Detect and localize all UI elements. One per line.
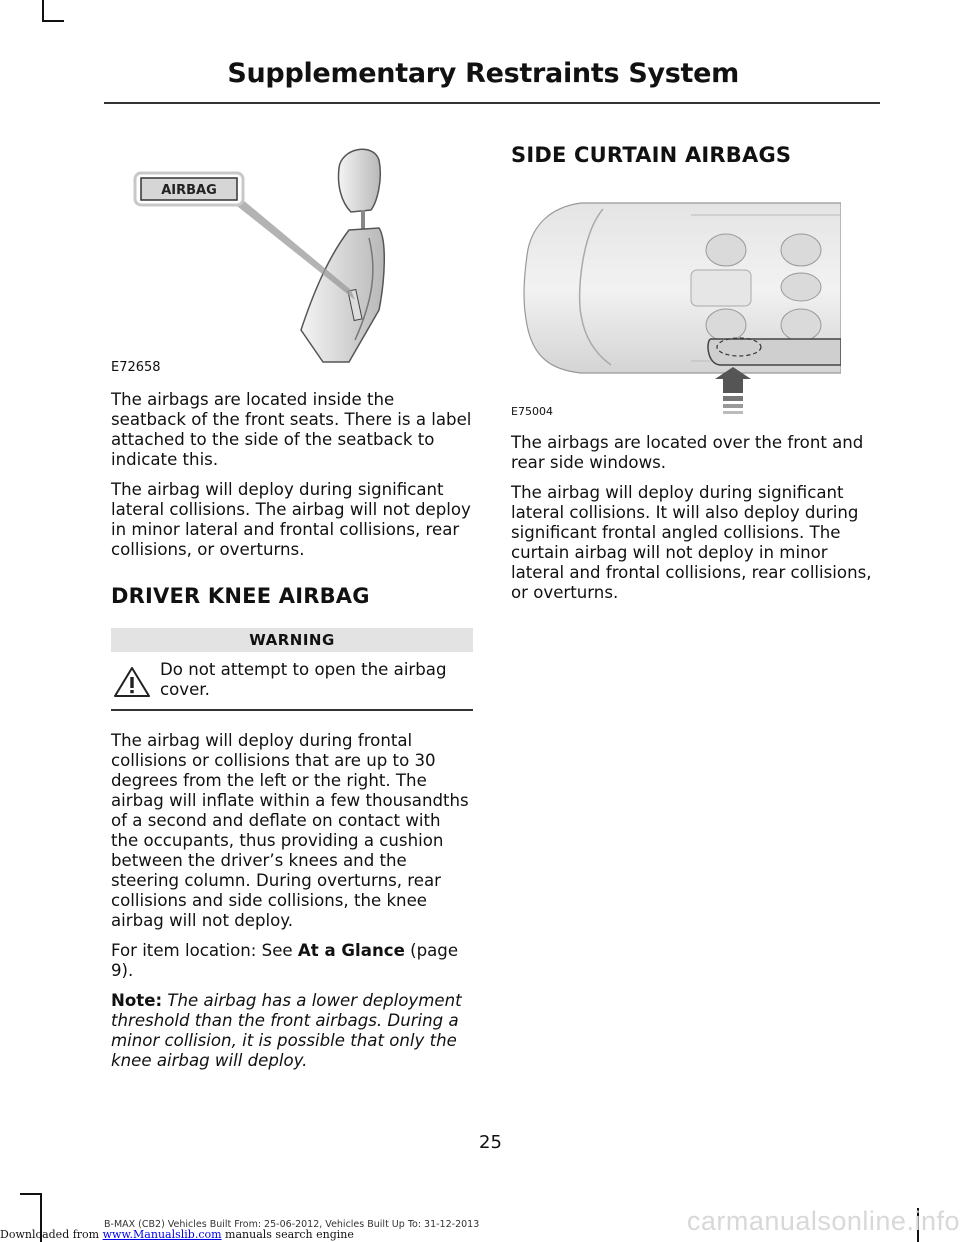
left-column-knee <box>111 731 473 1081</box>
location-suffix: (page 9). <box>111 941 459 980</box>
paragraph-seat-airbag-deploy: The airbag will deploy during significant lateral collisions. The airbag will not deploy in minor lateral and frontal collisions, rear collisions, or overturns. <box>111 480 471 559</box>
figure-code-seat: E72658 <box>111 360 161 375</box>
figure-code-car: E75004 <box>511 405 553 418</box>
header-rule <box>104 102 880 104</box>
side-curtain-figure <box>511 195 841 420</box>
heading-driver-knee-airbag: DRIVER KNEE AIRBAG <box>111 584 370 608</box>
airbag-label-text: AIRBAG <box>161 183 217 198</box>
download-prefix: Downloaded from <box>0 1228 103 1241</box>
right-column-text <box>511 433 876 613</box>
paragraph-curtain-deploy: The airbag will deploy during significant lateral collisions. It will also deploy during significant frontal angled collisions. The curtain airbag will not deploy in minor lateral and frontal collisions, rear collisions, or overturns. <box>511 483 872 602</box>
paragraph-note <box>111 991 473 1071</box>
download-line <box>0 1228 354 1241</box>
download-suffix: manuals search engine <box>221 1228 354 1241</box>
location-prefix: For item location: See <box>111 941 298 960</box>
paragraph-item-location <box>111 941 473 981</box>
page-title: Supplementary Restraints System <box>227 58 739 89</box>
warning-rule <box>111 709 473 711</box>
warning-heading: WARNING <box>111 628 473 652</box>
watermark: carmanualsonline.info <box>686 1206 960 1236</box>
warning-icon <box>113 666 151 702</box>
seat-illustration <box>111 140 451 375</box>
page-number: 25 <box>479 1132 502 1153</box>
crop-mark-top-left-h <box>42 20 64 22</box>
seat-airbag-figure <box>111 140 451 375</box>
crop-mark-bottom-left-h <box>20 1193 42 1195</box>
note-label: Note: <box>111 991 163 1010</box>
at-a-glance-link[interactable]: At a Glance <box>297 941 405 960</box>
crop-mark-top-left-v <box>42 0 44 22</box>
paragraph-seat-airbag-location: The airbags are located inside the seatback of the front seats. There is a label attached to the side of the seatback to indicate this. <box>111 390 472 469</box>
paragraph-curtain-location: The airbags are located over the front and rear side windows. <box>511 433 864 472</box>
manualslib-link[interactable]: www.Manualslib.com <box>102 1228 222 1241</box>
left-column-intro <box>111 390 473 570</box>
note-text: The airbag has a lower deployment threshold than the front airbags. During a minor collision, it is possible that only the knee airbag will deploy. <box>111 991 462 1070</box>
warning-text: Do not attempt to open the airbag cover. <box>160 660 447 699</box>
heading-side-curtain-airbags: SIDE CURTAIN AIRBAGS <box>511 143 792 167</box>
vehicle-info-line: B-MAX (CB2) Vehicles Built From: 25-06-2012, Vehicles Built Up To: 31-12-2013 <box>104 1219 480 1230</box>
paragraph-knee-airbag-deploy: The airbag will deploy during frontal collisions or collisions that are up to 30 degrees from the left or the right. The airbag will inflate within a few thousandths of a second and deflate on contact with the occupants, thus providing a cushion between the driver’s knees and the steering column. During overturns, rear collisions and side collisions, the knee airbag will not deploy. <box>111 731 469 930</box>
car-top-view-illustration <box>511 195 841 420</box>
